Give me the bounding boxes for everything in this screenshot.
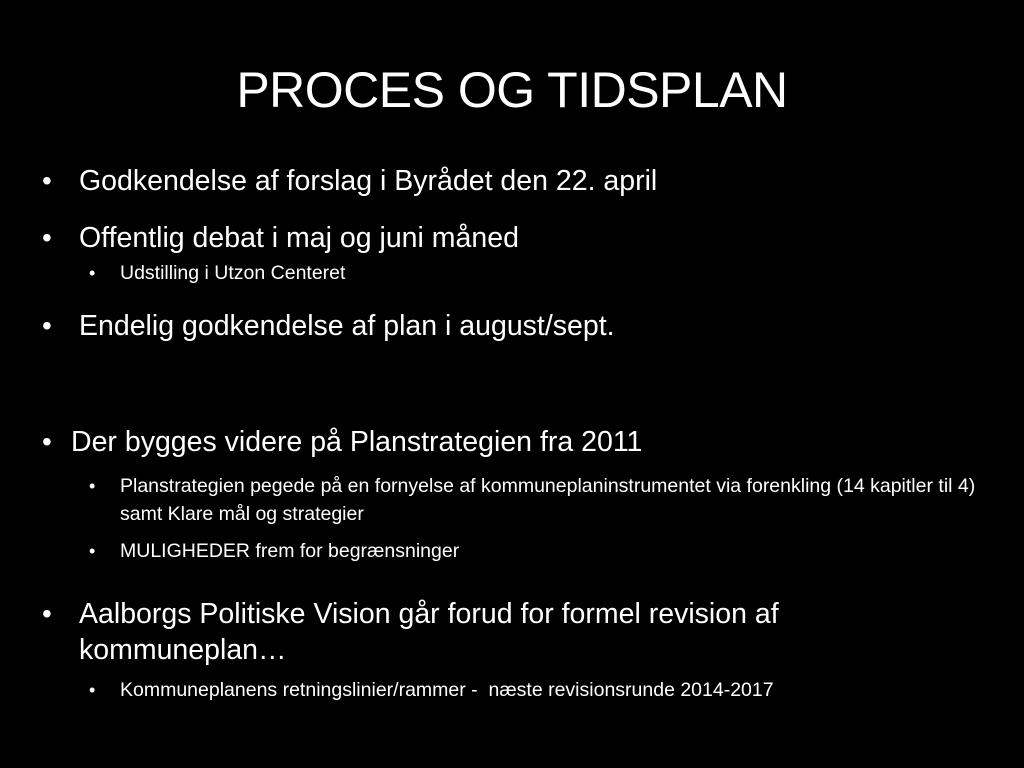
bullet-text: Godkendelse af forslag i Byrådet den 22. april (79, 165, 658, 197)
sub-bullet-text: Udstilling i Utzon Centeret (120, 262, 346, 284)
sub-bullet-text: Kommuneplanens retningslinier/rammer - næste revisionsrunde 2014-2017 (120, 679, 774, 701)
bullet-text: Offentlig debat i maj og juni måned (79, 222, 519, 254)
sub-bullet-marker: • (89, 263, 96, 283)
sub-bullet-marker: • (89, 476, 96, 496)
sub-bullet-marker: • (89, 541, 96, 561)
sub-bullet-text: MULIGHEDER frem for begrænsninger (120, 540, 460, 562)
bullet-marker: • (42, 426, 52, 457)
bullet-marker: • (42, 310, 52, 341)
bullet-marker: • (42, 165, 52, 196)
bullet-marker: • (42, 222, 52, 253)
sub-bullet-marker: • (89, 680, 96, 700)
bullet-text: Der bygges videre på Planstrategien fra 2011 (71, 426, 643, 458)
bullet-text: Endelig godkendelse af plan i august/sept. (79, 310, 615, 342)
bullet-text: Aalborgs Politiske Vision går forud for formel revision af kommuneplan… (79, 598, 779, 666)
bullet-marker: • (42, 598, 52, 629)
slide-title: PROCES OG TIDSPLAN (236, 62, 788, 118)
sub-bullet-text: Planstrategien pegede på en fornyelse af kommuneplaninstrumentet via forenkling (14 kapitler til 4) samt Klare mål og strategier (120, 475, 976, 525)
